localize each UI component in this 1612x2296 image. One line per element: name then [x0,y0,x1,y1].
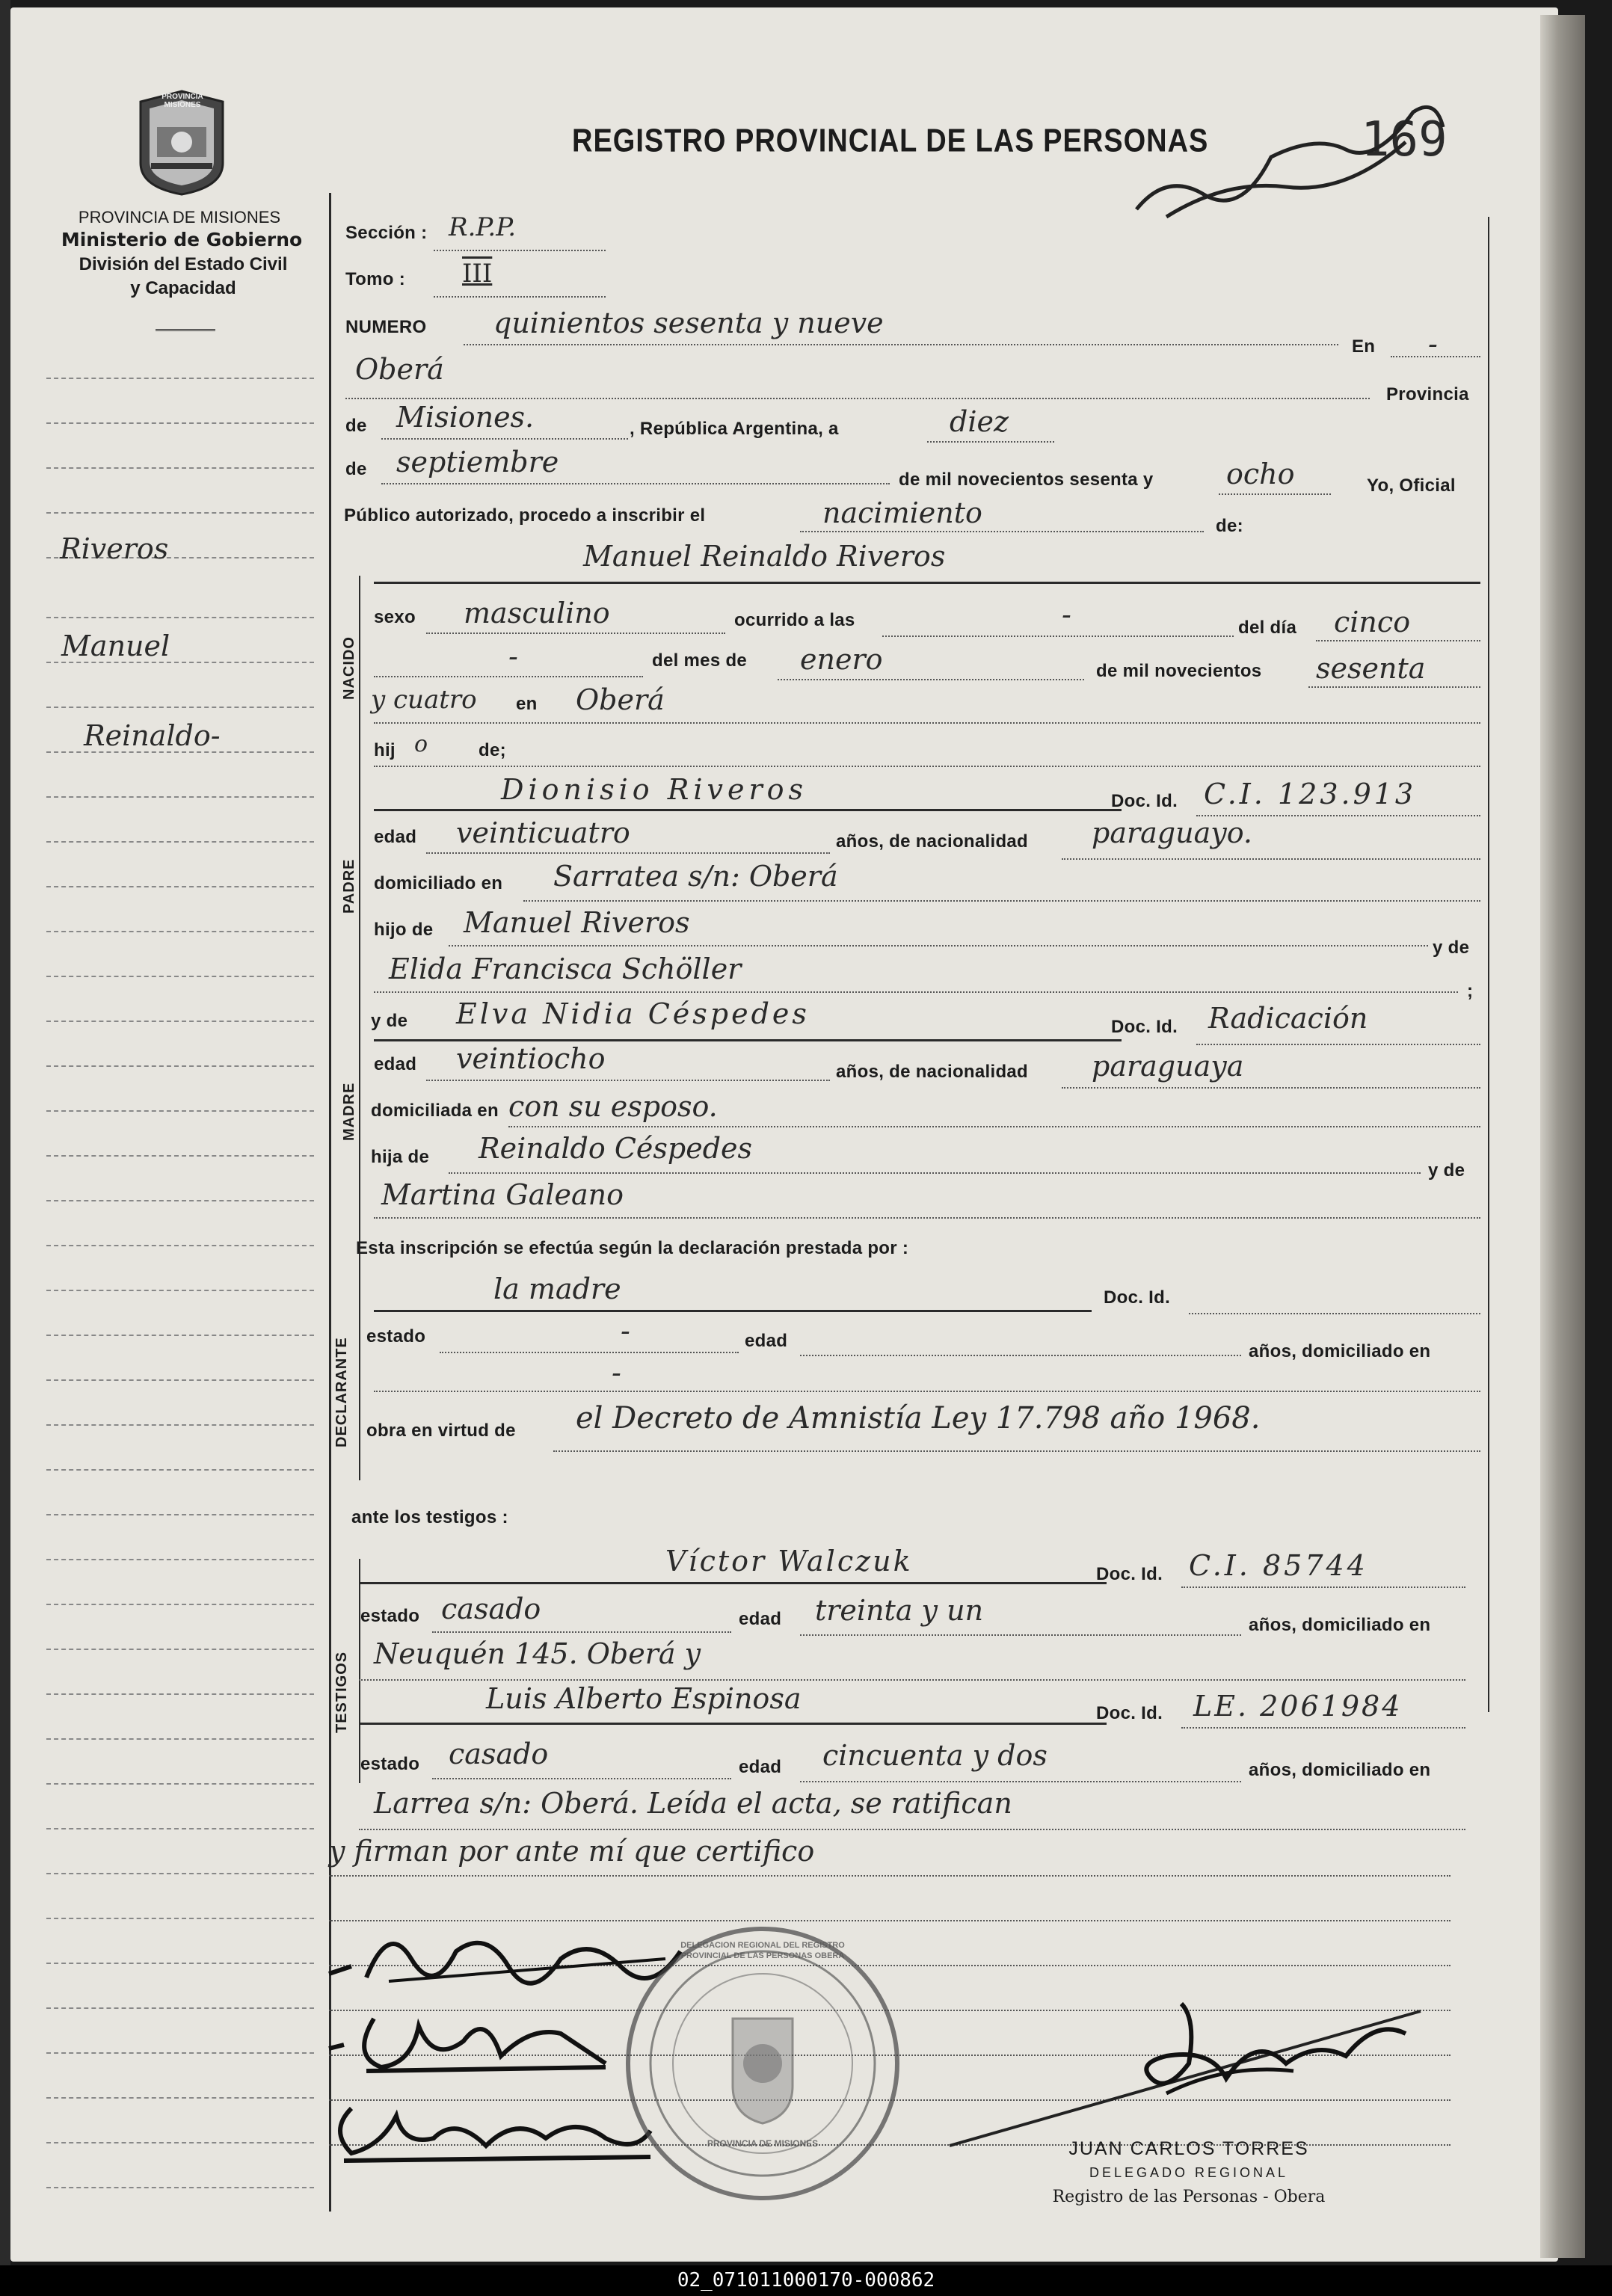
madre-edad-line [426,1080,830,1081]
officer-name: JUAN CARLOS TORRES [1068,2138,1309,2159]
header-underline [156,329,215,331]
testigo2-dom-line [359,1829,1465,1830]
witness1-signature [322,1996,621,2078]
decl-estado-value: - [621,1314,630,1347]
testigo1-edad-value: treinta y un [815,1594,984,1627]
mes-nac-line [778,679,1084,680]
hijo-line [374,766,1480,767]
hora-line [882,635,1234,637]
declarante-doc-line [1189,1313,1480,1314]
testigo2-doc-label: Doc. Id. [1096,1703,1163,1723]
padre-nac-line [1062,858,1480,860]
padre-doc-value: C.I. 123.913 [1204,778,1417,810]
provincia-label: Provincia [1386,384,1469,404]
testigo2-edad-line [800,1781,1241,1782]
nombre-value: Manuel Reinaldo Riveros [583,540,946,573]
testigo2-estado-label: estado [360,1754,420,1774]
padre-dom-line [523,900,1480,902]
lugar-line [345,398,1370,399]
padre-anos-label: años, de nacionalidad [836,831,1029,852]
abuela-m-value: Martina Galeano [381,1178,624,1211]
republica-label: , República Argentina, a [630,419,839,439]
en-value: - [1428,327,1438,360]
dia-nac-line [1316,640,1480,641]
mes-value: septiembre [396,446,559,478]
madre-dom-line [508,1126,1480,1127]
seccion-label: Sección : [345,223,428,243]
padre-value: Dionisio Riveros [501,773,808,806]
capacity-label: y Capacidad [130,278,236,298]
testigo2-value: Luis Alberto Espinosa [486,1682,802,1715]
testigo1-value: Víctor Walczuk [665,1545,913,1578]
hijo-label: hij [374,740,396,760]
testigo2-estado-line [432,1778,731,1779]
anio-nac-line [1308,686,1480,688]
padre-edad-label: edad [374,827,417,847]
abuela-m-line [374,1217,1480,1219]
footer-id: 02_071011000170-000862 [677,2269,935,2292]
padre-edad-line [426,852,830,854]
madre-dom-label: domiciliada en [371,1101,499,1121]
sexo-label: sexo [374,607,416,627]
officer-role: DELEGADO REGIONAL [1089,2165,1289,2180]
stamp-inner-text: PROVINCIA DE MISIONES [707,2138,819,2149]
province-label: PROVINCIA DE MISIONES [78,208,281,227]
abuelo-m-value: Reinaldo Céspedes [479,1132,753,1165]
witness2-signature [322,2086,665,2168]
officer-office: Registro de las Personas - Obera [1052,2188,1326,2206]
abuela-line [374,991,1458,993]
seal-text: PROVINCIA MISIONES [161,93,203,109]
testigo1-edad-label: edad [739,1609,782,1629]
en-label: En [1352,336,1376,357]
testigo1-dom-line [359,1679,1465,1681]
decl-dash2: - [612,1356,621,1389]
tomo-label: Tomo : [345,269,405,289]
dia-line [927,441,1054,443]
en-line [1391,356,1480,357]
semicolon: ; [1467,981,1474,1001]
y-de2-label: y de [371,1011,408,1031]
section-divider-testigos [359,1559,360,1783]
section-divider [359,576,360,1480]
testigo2-anos-label: años, domiciliado en [1249,1760,1431,1780]
seccion-value: R.P.P. [449,212,516,242]
sexo-value: masculino [464,597,610,630]
padre-dom-label: domiciliado en [374,873,503,893]
ante-label: ante los testigos : [351,1507,508,1527]
madre-nac-value: paraguaya [1092,1050,1244,1083]
dia-nac-value: cinco [1334,606,1411,638]
publico-label: Público autorizado, procedo a inscribir el [344,505,706,526]
abuelo-line [449,945,1428,947]
hora2-value: - [508,640,518,673]
stamp-ring-text: DELEGACION REGIONAL DEL REGISTRO PROVINCIAL DE LAS PERSONAS OBERA [680,1941,845,1960]
section-testigos: TESTIGOS [333,1651,350,1733]
padre-nac-value: paraguayo. [1092,816,1253,849]
madre-dom-value: con su esposo. [508,1090,718,1123]
abuelo-value: Manuel Riveros [464,906,690,939]
madre-doc-label: Doc. Id. [1111,1017,1178,1037]
hijo-de-label: hijo de [374,920,434,940]
testigo1-doc-value: C.I. 85744 [1189,1549,1368,1582]
section-padre: PADRE [341,858,357,914]
de3-label: de: [1216,516,1243,536]
division-label: División del Estado Civil [79,254,288,274]
mes-line [381,483,890,484]
de2-label: de [345,459,367,479]
form-right-border [1488,217,1489,1712]
anio-line [1219,493,1331,495]
ministry-label: Ministerio de Gobierno [61,229,303,250]
numero-value: quinientos sesenta y nueve [493,307,884,339]
binding-edge [0,0,10,2265]
tomo-line [434,296,606,298]
testigo1-dom-value: Neuquén 145. Oberá y [374,1637,701,1670]
abuela-value: Elida Francisca Schöller [389,952,742,985]
padre-edad-value: veinticuatro [456,816,630,849]
testigo1-doc-line [1181,1586,1465,1588]
form-left-border [329,193,331,2212]
de4-label: de; [479,740,506,760]
testigo1-estado-label: estado [360,1606,420,1626]
testigo1-line [359,1582,1107,1584]
margin-first-name: Manuel [61,630,170,662]
madre-anos-label: años, de nacionalidad [836,1062,1029,1082]
testigo1-estado-line [432,1631,731,1633]
officer-signature [942,1974,1436,2153]
anio-nac2-value: y cuatro [371,685,477,715]
madre-edad-value: veintiocho [456,1042,606,1075]
dia-value: diez [950,405,1009,438]
testigo2-doc-line [1181,1727,1465,1729]
decl-anos-label: años, domiciliado en [1249,1341,1431,1361]
del-mes-label: del mes de [652,650,748,671]
hora2-line [374,676,643,677]
lugar-value: Oberá [355,353,444,386]
testigo2-line [359,1723,1107,1725]
madre-value: Elva Nidia Céspedes [456,997,810,1030]
hija-de-label: hija de [371,1147,430,1167]
declarante-doc-label: Doc. Id. [1104,1287,1171,1308]
decl-dom-line [374,1391,1480,1392]
inscripcion-label: Esta inscripción se efectúa según la declaración prestada por : [356,1238,909,1258]
nombre-line [374,582,1480,584]
mes-nac-value: enero [800,643,883,676]
decl-edad-label: edad [745,1331,788,1351]
lugar-nac-value: Oberá [576,683,665,716]
mil-nov-nac-label: de mil novecientos [1096,661,1262,681]
anio-value: ocho [1226,458,1295,490]
madre-edad-label: edad [374,1054,417,1074]
scan-footer [0,2265,1612,2296]
provincia-line [381,438,628,440]
anio-nac-value: sesenta [1316,652,1426,685]
page-title: REGISTRO PROVINCIAL DE LAS PERSONAS [572,123,1209,160]
acto-line [800,531,1204,532]
testigo1-anos-label: años, domiciliado en [1249,1615,1431,1635]
official-stamp [621,1921,905,2206]
obra-value: el Decreto de Amnistía Ley 17.798 año 1968. [576,1401,1261,1435]
section-nacido: NACIDO [341,636,357,700]
testigo2-doc-value: LE. 2061984 [1193,1690,1403,1723]
padre-dom-value: Sarratea s/n: Oberá [553,860,838,893]
page-stack-edge [1540,15,1585,2258]
declarante-value: la madre [493,1272,621,1305]
tomo-value: III [462,259,493,289]
madre-nac-line [1062,1087,1480,1089]
seccion-line [434,250,606,251]
testigo1-estado-value: casado [441,1592,541,1625]
hijo-suffix-value: o [414,731,428,757]
obra-line [553,1450,1480,1452]
madre-line [374,1039,1122,1041]
acto-value: nacimiento [822,496,982,529]
cierre-line [329,1875,1451,1877]
testigo1-edad-line [800,1634,1241,1636]
cierre-value: y firman por ante mí que certifico [329,1835,815,1868]
testigo2-estado-value: casado [449,1738,549,1770]
ocurrido-label: ocurrido a las [734,610,855,630]
decl-estado-label: estado [366,1326,426,1346]
padre-doc-label: Doc. Id. [1111,791,1178,811]
margin-second-name: Reinaldo- [84,719,221,752]
decl-estado-line [440,1352,739,1353]
y-de-label: y de [1433,938,1470,958]
padre-line [374,809,1122,811]
lugar-nac-line [374,722,1480,724]
numero-label: NUMERO [345,317,427,337]
del-dia-label: del día [1238,618,1297,638]
en-nac-label: en [516,694,538,714]
sexo-line [426,633,725,634]
obra-label: obra en virtud de [366,1421,516,1441]
declarante-line [374,1310,1092,1312]
section-madre: MADRE [341,1082,357,1141]
abuelo-m-line [449,1172,1421,1174]
numero-line [464,344,1338,345]
testigo2-dom-value: Larrea s/n: Oberá. Leída el acta, se ratifican [374,1787,1012,1820]
y-de-m-label: y de [1428,1160,1465,1181]
folio-annotation-scribble [1122,82,1451,232]
provincia-value: Misiones. [396,401,535,434]
section-declarante: DECLARANTE [333,1337,350,1447]
margin-surname: Riveros [60,532,169,565]
yo-oficial-label: Yo, Oficial [1367,475,1456,496]
madre-doc-line [1196,1044,1480,1045]
testigo2-edad-value: cincuenta y dos [822,1739,1048,1772]
madre-doc-value: Radicación [1208,1002,1368,1035]
de-label: de [345,416,367,436]
decl-edad-line [800,1355,1241,1356]
mil-nov-label: de mil novecientos sesenta y [899,470,1154,490]
testigo2-edad-label: edad [739,1757,782,1777]
testigo1-doc-label: Doc. Id. [1096,1564,1163,1584]
folio-number: 169 [1361,112,1448,167]
hora-value: - [1062,598,1071,631]
